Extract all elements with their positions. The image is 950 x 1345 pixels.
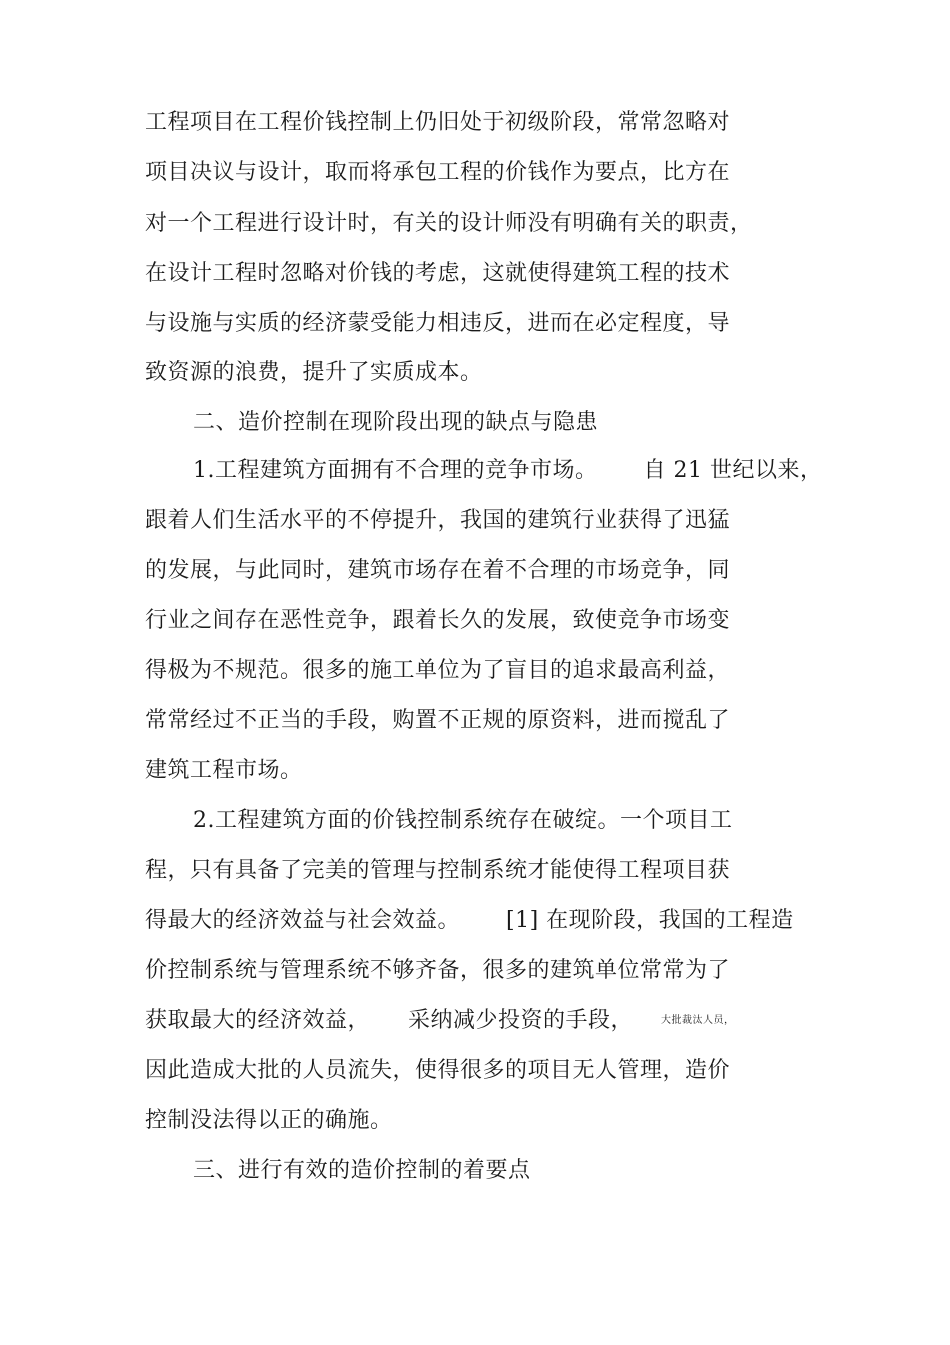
body-line: 价控制系统与管理系统不够齐备，很多的建筑单位常常为了: [145, 958, 731, 983]
body-text: 采纳减少投资的手段，: [408, 1008, 634, 1033]
body-line: [145, 906, 794, 936]
body-line: 跟着人们生活水平的不停提升，我国的建筑行业获得了迅猛: [145, 508, 731, 533]
body-line: 得极为不规范。很多的施工单位为了盲目的追求最高利益，: [145, 658, 731, 683]
body-line: 常常经过不正当的手段，购置不正规的原资料，进而搅乱了: [145, 708, 731, 733]
body-line: 在设计工程时忽略对价钱的考虑，这就使得建筑工程的技术: [145, 261, 731, 286]
citation-text: [1] 在现阶段，我国的工程造: [506, 908, 794, 933]
body-text: 自 21 世纪以来，: [643, 458, 823, 483]
body-line: 2.工程建筑方面的价钱控制系统存在破绽。一个项目工: [193, 808, 733, 833]
body-text: 得最大的经济效益与社会效益。: [145, 908, 461, 933]
section-heading: 三、进行有效的造价控制的着要点: [193, 1158, 531, 1183]
body-line: 工程项目在工程价钱控制上仍旧处于初级阶段，常常忽略对: [145, 110, 731, 135]
body-line: 与设施与实质的经济蒙受能力相违反，进而在必定程度，导: [145, 311, 731, 336]
body-line: 控制没法得以正的确施。: [145, 1108, 393, 1133]
body-line: 项目决议与设计，取而将承包工程的价钱作为要点，比方在: [145, 160, 731, 185]
body-line: [193, 456, 822, 486]
body-text: 获取最大的经济效益，: [145, 1008, 371, 1033]
body-line: [145, 1006, 735, 1036]
body-line: 对一个工程进行设计时，有关的设计师没有明确有关的职责，: [145, 211, 753, 236]
small-text: 大批裁汰人员，: [661, 1015, 735, 1026]
body-line: 的发展，与此同时，建筑市场存在着不合理的市场竞争，同: [145, 558, 731, 583]
body-line: 因此造成大批的人员流失，使得很多的项目无人管理，造价: [145, 1058, 731, 1083]
body-text: 1.工程建筑方面拥有不合理的竞争市场。: [193, 458, 598, 483]
body-line: 行业之间存在恶性竞争，跟着长久的发展，致使竞争市场变: [145, 608, 731, 633]
body-line: 建筑工程市场。: [145, 758, 303, 783]
body-line: 程，只有具备了完美的管理与控制系统才能使得工程项目获: [145, 858, 731, 883]
body-line: 致资源的浪费，提升了实质成本。: [145, 360, 483, 385]
section-heading: 二、造价控制在现阶段出现的缺点与隐患: [193, 410, 599, 435]
